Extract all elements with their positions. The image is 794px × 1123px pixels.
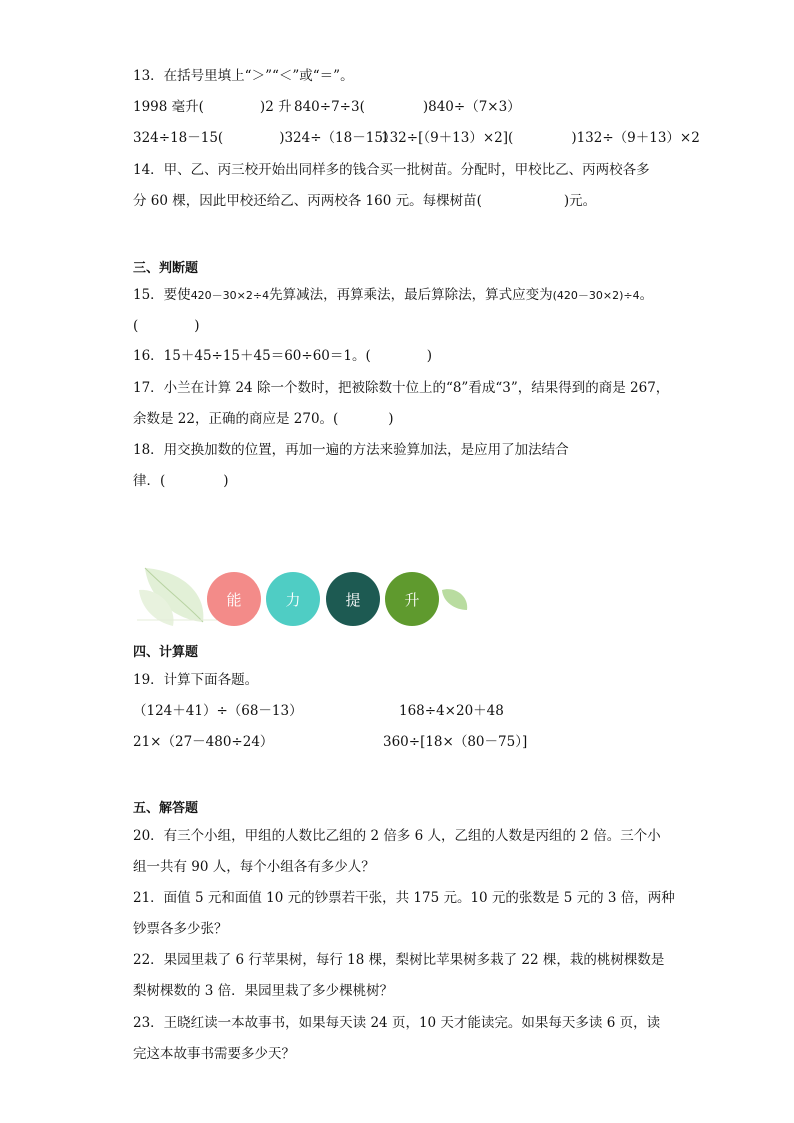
q18-line1: 18．用交换加数的位置，再加一遍的方法来验算加法，是应用了加法结合 (133, 442, 569, 458)
q15-answer (133, 316, 200, 336)
q23-line2: 完这本故事书需要多少天？ (133, 1046, 295, 1062)
q21-line1: 21．面值 5 元和面值 10 元的钞票若干张，共 175 元。10 元的张数是 5 元的 3 倍，两种 (133, 890, 675, 906)
q16-text: 16．15＋45÷15＋45＝60÷60＝1。( (133, 348, 371, 364)
q15-b: 先算减法，再算乘法，最后算除法，算式应变为 (269, 287, 553, 303)
q20-line1: 20．有三个小组，甲组的人数比乙组的 2 倍多 6 人，乙组的人数是丙组的 2 倍。三个小 (133, 828, 661, 844)
q14-line1: 14．甲、乙、丙三校开始出同样多的钱合买一批树苗。分配时，甲校比乙、丙两校各多 (133, 162, 650, 178)
section5-title: 五、解答题 (133, 801, 199, 816)
q18-paren-close: ) (223, 473, 229, 489)
q19-expr-2: 168÷4×20＋48 (399, 703, 504, 719)
q13-c-left: 324÷18－15( (133, 130, 224, 146)
q15-line1 (133, 285, 653, 306)
section3-title: 三、判断题 (133, 261, 199, 276)
q15-paren-close: ) (194, 318, 200, 334)
banner-circle-4: 升 (385, 572, 439, 626)
q15-a: 15．要使 (133, 287, 191, 303)
q13-d-right: )132÷（9＋13）×2 (571, 130, 700, 146)
banner-circle-3: 提 (326, 572, 380, 626)
q13-a-right: )2 升 (259, 99, 292, 115)
q15-expr2: (420－30×2)÷4 (552, 289, 640, 302)
q20-line2: 组一共有 90 人，每个小组各有多少人？ (133, 859, 375, 875)
q19-expr-4: 360÷[18×（80－75）] (383, 734, 528, 750)
q19-expr-1: （124＋41）÷（68－13） (133, 703, 303, 719)
q21-line2: 钞票各多少张？ (133, 921, 228, 937)
q22-line1: 22．果园里栽了 6 行苹果树，每行 18 棵，梨树比苹果树多栽了 22 棵，栽的桃树棵数是 (133, 952, 665, 968)
banner-circle-2: 力 (266, 572, 320, 626)
q14-line2-left: 分 60 棵，因此甲校还给乙、丙两校各 160 元。每棵树苗( (133, 193, 482, 209)
q15-c: 。 (639, 287, 654, 303)
q14-line2 (133, 191, 596, 211)
q14-line2-right: )元。 (563, 193, 597, 209)
q15-paren-open: ( (133, 318, 139, 334)
q17-paren-close: ) (388, 411, 394, 427)
q13-item-c (133, 128, 396, 148)
q18-line2 (133, 471, 229, 491)
q13-b-left: 840÷7÷3( (294, 99, 365, 115)
q13-d-left: 132÷[（9＋13）×2]( (381, 130, 514, 146)
q22-line2: 梨树棵数的 3 倍．果园里栽了多少棵桃树？ (133, 983, 394, 999)
q16-paren-close: ) (426, 348, 433, 364)
q13-a-left: 1998 毫升( (133, 99, 204, 115)
q15-expr1: 420－30×2÷4 (190, 289, 270, 302)
q17-text: 余数是 22，正确的商应是 270。( (133, 411, 339, 427)
q17-line2 (133, 409, 394, 429)
q13-item-d (381, 128, 700, 148)
q18-text: 律．( (133, 473, 166, 489)
q13-title: 13．在括号里填上“＞”“＜”或“＝”。 (133, 68, 354, 84)
q17-line1: 17．小兰在计算 24 除一个数时，把被除数十位上的“8”看成“3”，结果得到的商是 267， (133, 380, 670, 396)
section4-title: 四、计算题 (133, 645, 199, 660)
q13-item-a (133, 97, 292, 117)
q23-line1: 23．王晓红读一本故事书，如果每天读 24 页，10 天才能读完。如果每天多读 6 页，读 (133, 1015, 661, 1031)
q19-expr-3: 21×（27－480÷24） (133, 734, 274, 750)
q16 (133, 346, 432, 366)
q13-item-b (294, 97, 521, 117)
q13-b-right: )840÷（7×3） (422, 99, 521, 115)
banner-circle-1: 能 (207, 572, 261, 626)
q19-title: 19．计算下面各题。 (133, 672, 259, 688)
q13-c-right: )324÷（18－15） (279, 130, 397, 146)
